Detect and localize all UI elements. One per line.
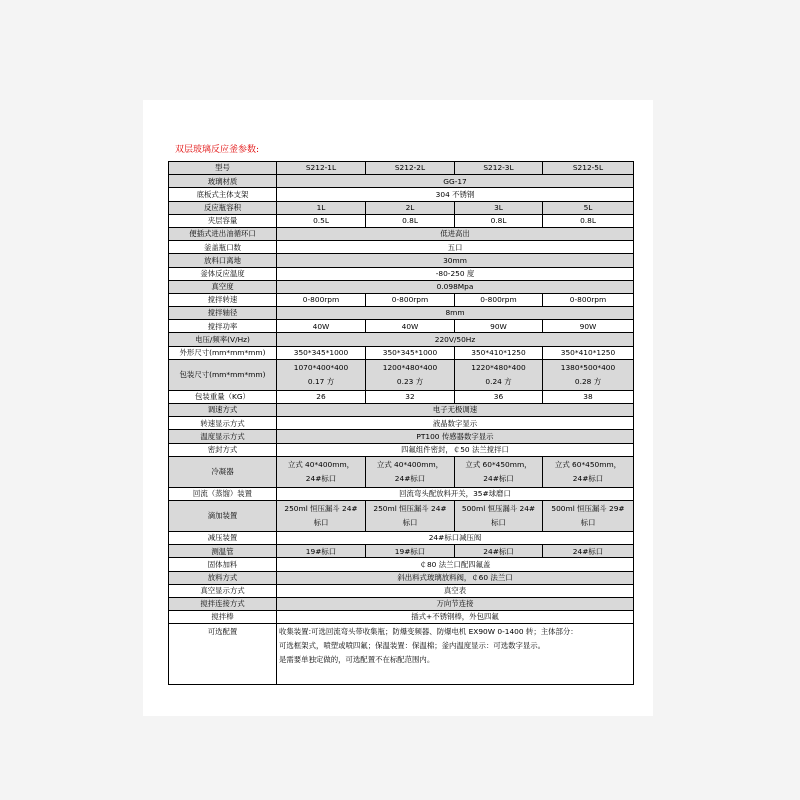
row-label: 底板式主体支架 [169,188,277,201]
value-line: 1200*480*400 [382,362,438,372]
value-cell: 0.5L [277,214,366,227]
value-cell: 0.8L [366,214,455,227]
row-label: 外形尺寸(mm*mm*mm) [169,346,277,359]
table-row [169,320,634,333]
table-row [169,188,634,201]
document-title: 双层玻璃反应釜参数: [175,145,260,155]
value-cell: 五口 [277,241,634,254]
table-row [169,584,634,597]
table-header-row [169,162,634,175]
value-cell [277,456,366,487]
value-cell: 液晶数字显示 [277,417,634,430]
table-row [169,430,634,443]
table-row [169,611,634,624]
optional-config-text [277,624,634,685]
row-label: 转速显示方式 [169,417,277,430]
row-label: 便插式进出油循环口 [169,227,277,240]
table-row [169,456,634,487]
value-cell: ￠80 法兰口配四氟盖 [277,558,634,571]
table-row [169,404,634,417]
table-row [169,545,634,558]
table-row [169,558,634,571]
value-cell [277,500,366,531]
value-line: 0.17 方 [307,376,335,386]
value-line: 0.24 方 [485,376,512,386]
value-line: 立式 60*450mm， [465,459,532,469]
value-line: 24#标口 [305,473,337,483]
row-label: 釜体反应温度 [169,267,277,280]
table-row [169,597,634,610]
row-label: 玻璃材质 [169,175,277,188]
table-row [169,280,634,293]
model-cell: S212-5L [543,162,634,175]
value-cell: 低进高出 [277,227,634,240]
table-row [169,293,634,306]
value-cell: 32 [366,390,455,403]
table-row [169,531,634,544]
table-row [169,333,634,346]
value-cell: 350*410*1250 [455,346,543,359]
value-cell: 36 [455,390,543,403]
value-cell: 斜出料式玻璃放料阀，￠60 法兰口 [277,571,634,584]
value-line: 250ml 恒压漏斗 24# [284,503,358,513]
value-line: 1220*480*400 [471,362,526,372]
table-row [169,227,634,240]
value-cell: 90W [543,320,634,333]
value-cell: 40W [277,320,366,333]
table-row [169,214,634,227]
table-row [169,443,634,456]
row-label: 调速方式 [169,404,277,417]
row-label: 反应瓶容积 [169,201,277,214]
value-cell: 回流弯头配放料开关，35#球磨口 [277,487,634,500]
row-label: 夹层容量 [169,214,277,227]
value-cell: 2L [366,201,455,214]
value-cell: 电子无极调速 [277,404,634,417]
row-label: 温度显示方式 [169,430,277,443]
row-label: 真空显示方式 [169,584,277,597]
note-line: 收集装置:可选回流弯头带收集瓶；防爆变频器、防爆电机 EX90W 0-1400 转；主体部分： [279,627,578,637]
value-line: 标口 [313,517,329,527]
table-row [169,267,634,280]
row-label: 滴加装置 [169,500,277,531]
document-page [143,100,653,716]
row-label: 可选配置 [169,624,277,685]
row-label: 放料方式 [169,571,277,584]
note-line: 可选框架式，喷塑或喷四氟；保温装置：保温棉；釜内温度显示：可选数字显示。 [279,641,546,651]
note-line: 是需要单独定做的，可选配置不在标配范围内。 [279,655,435,665]
row-label: 回流（蒸馏）装置 [169,487,277,500]
value-cell [277,359,366,390]
value-cell: 0.8L [455,214,543,227]
value-line: 标口 [402,517,418,527]
value-cell: 38 [543,390,634,403]
row-label: 电压/频率(V/Hz) [169,333,277,346]
value-cell: 350*345*1000 [277,346,366,359]
row-label: 包装尺寸(mm*mm*mm) [169,359,277,390]
table-row [169,359,634,390]
value-cell: 0-800rpm [455,293,543,306]
row-label: 固体加料 [169,558,277,571]
value-cell: 19#标口 [366,545,455,558]
value-cell: 3L [455,201,543,214]
row-label: 搅拌轴径 [169,307,277,320]
value-cell: 5L [543,201,634,214]
value-line: 24#标口 [394,473,426,483]
value-cell: 0-800rpm [277,293,366,306]
row-label: 包装重量（KG） [169,390,277,403]
value-cell: 40W [366,320,455,333]
value-line: 立式 40*400mm， [376,459,444,469]
value-cell: 0-800rpm [543,293,634,306]
value-cell: -80-250 度 [277,267,634,280]
row-label: 搅拌转速 [169,293,277,306]
value-cell: 19#标口 [277,545,366,558]
value-cell: 24#标口减压阀 [277,531,634,544]
table-row [169,254,634,267]
value-cell: 0.098Mpa [277,280,634,293]
value-cell: 24#标口 [543,545,634,558]
spec-table [168,161,634,685]
value-cell: 0-800rpm [366,293,455,306]
value-line: 0.28 方 [574,376,602,386]
value-cell [543,456,634,487]
value-cell: 304 不锈钢 [277,188,634,201]
value-cell: 插式+不锈钢棒，外包四氟 [277,611,634,624]
value-cell [543,359,634,390]
row-label: 放料口离地 [169,254,277,267]
value-cell: 四氟组件密封，￠50 法兰搅拌口 [277,443,634,456]
value-line: 1380*500*400 [560,362,616,372]
value-cell: 220V/50Hz [277,333,634,346]
table-row [169,487,634,500]
value-cell: 真空表 [277,584,634,597]
value-cell: 1L [277,201,366,214]
row-label: 搅拌连接方式 [169,597,277,610]
value-cell: 350*410*1250 [543,346,634,359]
optional-config-row [169,624,634,685]
value-cell: 万向节连接 [277,597,634,610]
model-cell: S212-1L [277,162,366,175]
row-label: 搅拌功率 [169,320,277,333]
row-label: 减压装置 [169,531,277,544]
value-cell: 350*345*1000 [366,346,455,359]
value-cell: 24#标口 [455,545,543,558]
value-line: 500ml 恒压漏斗 29# [551,503,625,513]
model-cell: S212-3L [455,162,543,175]
value-cell: 90W [455,320,543,333]
value-line: 标口 [580,517,596,527]
value-cell: 0.8L [543,214,634,227]
table-row [169,307,634,320]
table-row [169,500,634,531]
value-cell [455,500,543,531]
value-line: 500ml 恒压漏斗 24# [461,503,536,513]
value-line: 1070*400*400 [293,362,349,372]
value-cell: 26 [277,390,366,403]
value-line: 250ml 恒压漏斗 24# [373,503,447,513]
table-row [169,241,634,254]
value-line: 立式 60*450mm， [554,459,622,469]
table-row [169,417,634,430]
value-line: 24#标口 [483,473,514,483]
value-line: 标口 [491,517,506,527]
value-cell [366,500,455,531]
value-cell: 30mm [277,254,634,267]
row-label: 型号 [169,162,277,175]
table-row [169,175,634,188]
value-cell: PT100 传感器数字显示 [277,430,634,443]
value-cell [543,500,634,531]
value-cell [366,456,455,487]
table-row [169,201,634,214]
model-cell: S212-2L [366,162,455,175]
table-row [169,571,634,584]
value-line: 24#标口 [572,473,604,483]
table-row [169,390,634,403]
value-cell: GG-17 [277,175,634,188]
row-label: 釜盖瓶口数 [169,241,277,254]
table-row [169,346,634,359]
value-cell [455,456,543,487]
row-label: 测温管 [169,545,277,558]
value-cell [455,359,543,390]
row-label: 搅拌棒 [169,611,277,624]
row-label: 冷凝器 [169,456,277,487]
value-cell: 8mm [277,307,634,320]
value-cell [366,359,455,390]
value-line: 立式 40*400mm， [287,459,355,469]
row-label: 密封方式 [169,443,277,456]
value-line: 0.23 方 [396,376,424,386]
row-label: 真空度 [169,280,277,293]
